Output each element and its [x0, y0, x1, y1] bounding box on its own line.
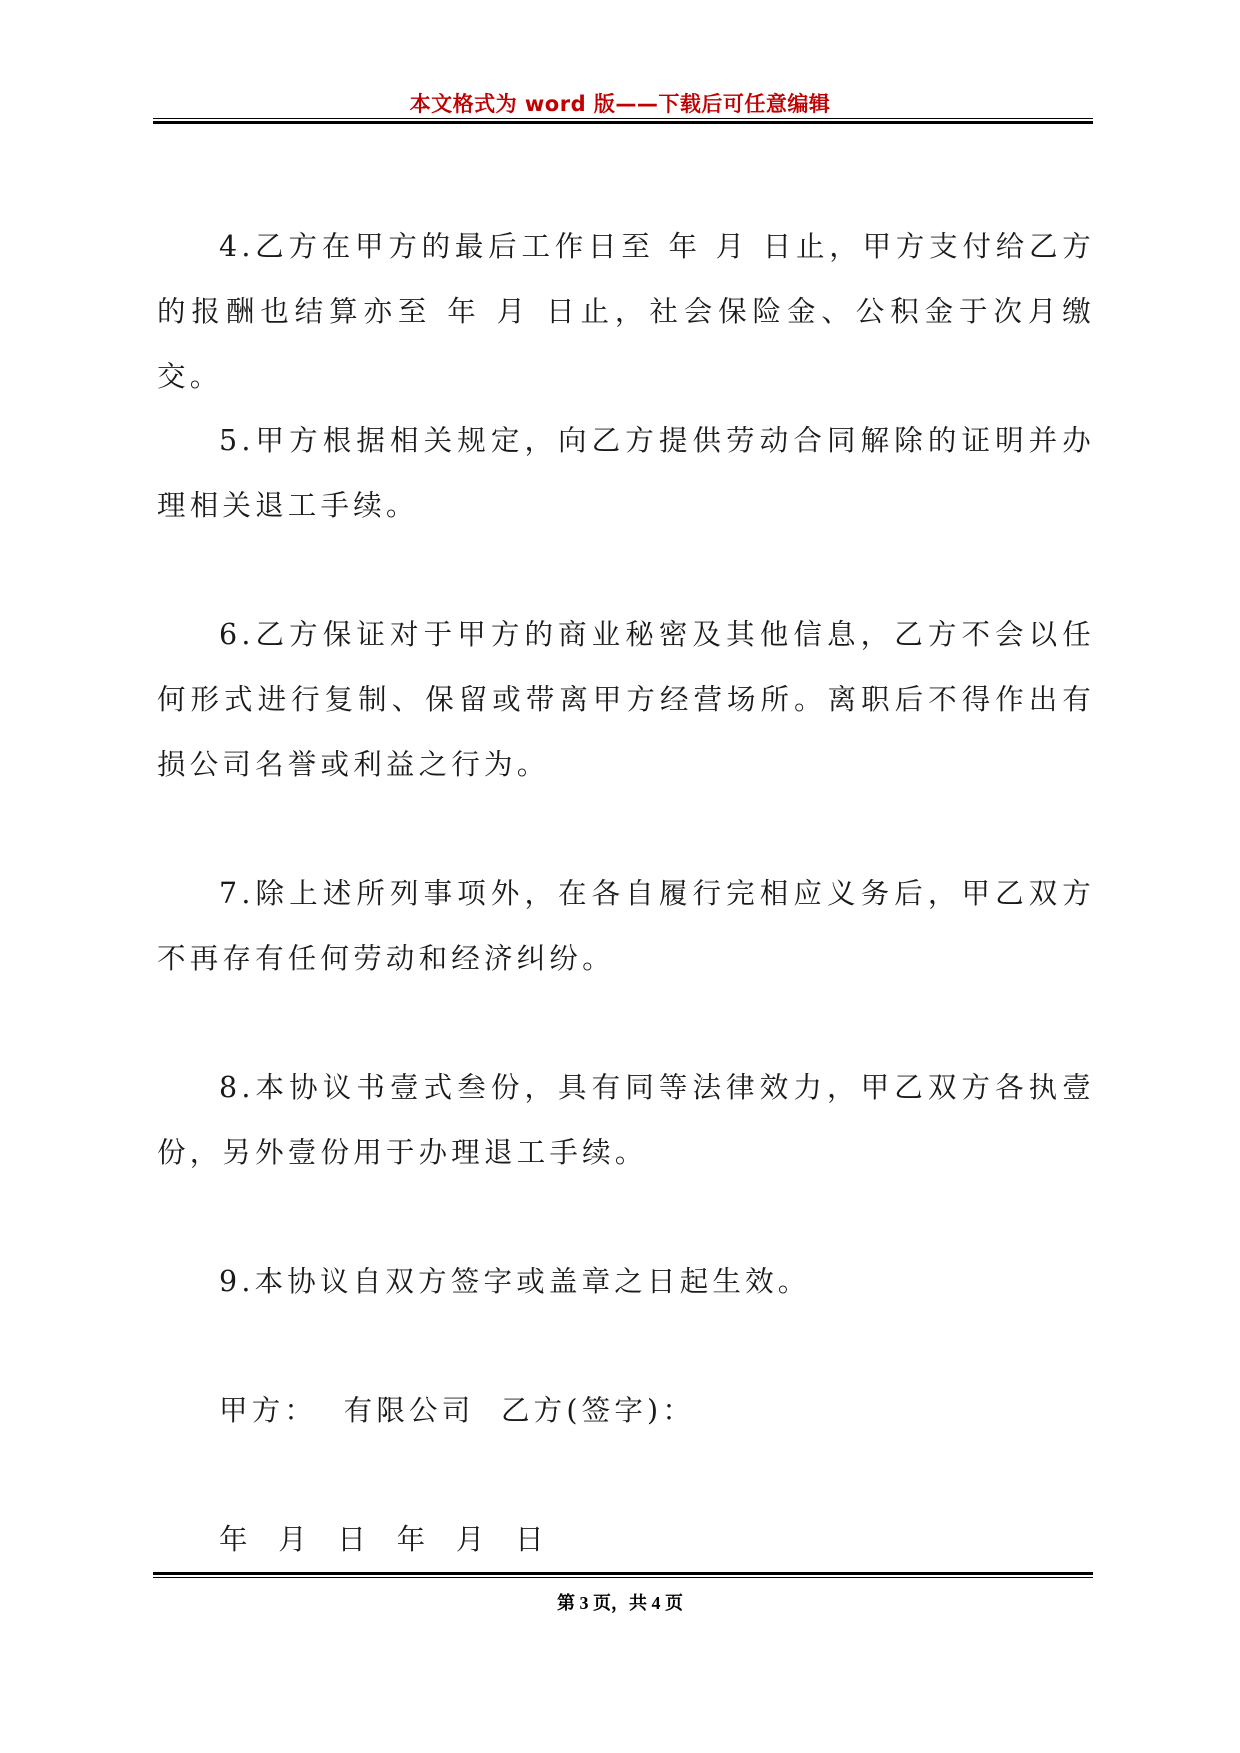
paragraph-9: 9.本协议自双方签字或盖章之日起生效。: [219, 1265, 811, 1298]
paragraph-7: 7.除上述所列事项外，在各自履行完相应义务后，甲乙双方不再存有任何劳动和经济纠纷。: [157, 877, 1095, 975]
header-title: 本文格式为 word 版——下载后可任意编辑: [409, 92, 831, 116]
paragraph-5: 5.甲方根据相关规定，向乙方提供劳动合同解除的证明并办理相关退工手续。: [157, 424, 1095, 522]
footer-rule-thin: [153, 1577, 1093, 1578]
page-number: 第 3 页，共 4 页: [557, 1593, 683, 1613]
paragraph-8: 8.本协议书壹式叁份，具有同等法律效力，甲乙双方各执壹份，另外壹份用于办理退工手续。: [157, 1071, 1095, 1169]
paragraph-6: 6.乙方保证对于甲方的商业秘密及其他信息，乙方不会以任何形式进行复制、保留或带离甲方经营场所。离职后不得作出有损公司名誉或利益之行为。: [157, 618, 1095, 781]
signature-line: 甲方： 有限公司 乙方(签字)：: [219, 1394, 696, 1427]
header-rule-thick: [153, 121, 1093, 124]
date-line: 年 月 日 年 月 日: [219, 1523, 548, 1556]
header-rule-thin: [153, 118, 1093, 119]
paragraph-4: 4.乙方在甲方的最后工作日至 年 月 日止，甲方支付给乙方的报酬也结算亦至 年 月 日止，社会保险金、公积金于次月缴交。: [157, 230, 1095, 393]
footer-rule-thick: [153, 1572, 1093, 1575]
